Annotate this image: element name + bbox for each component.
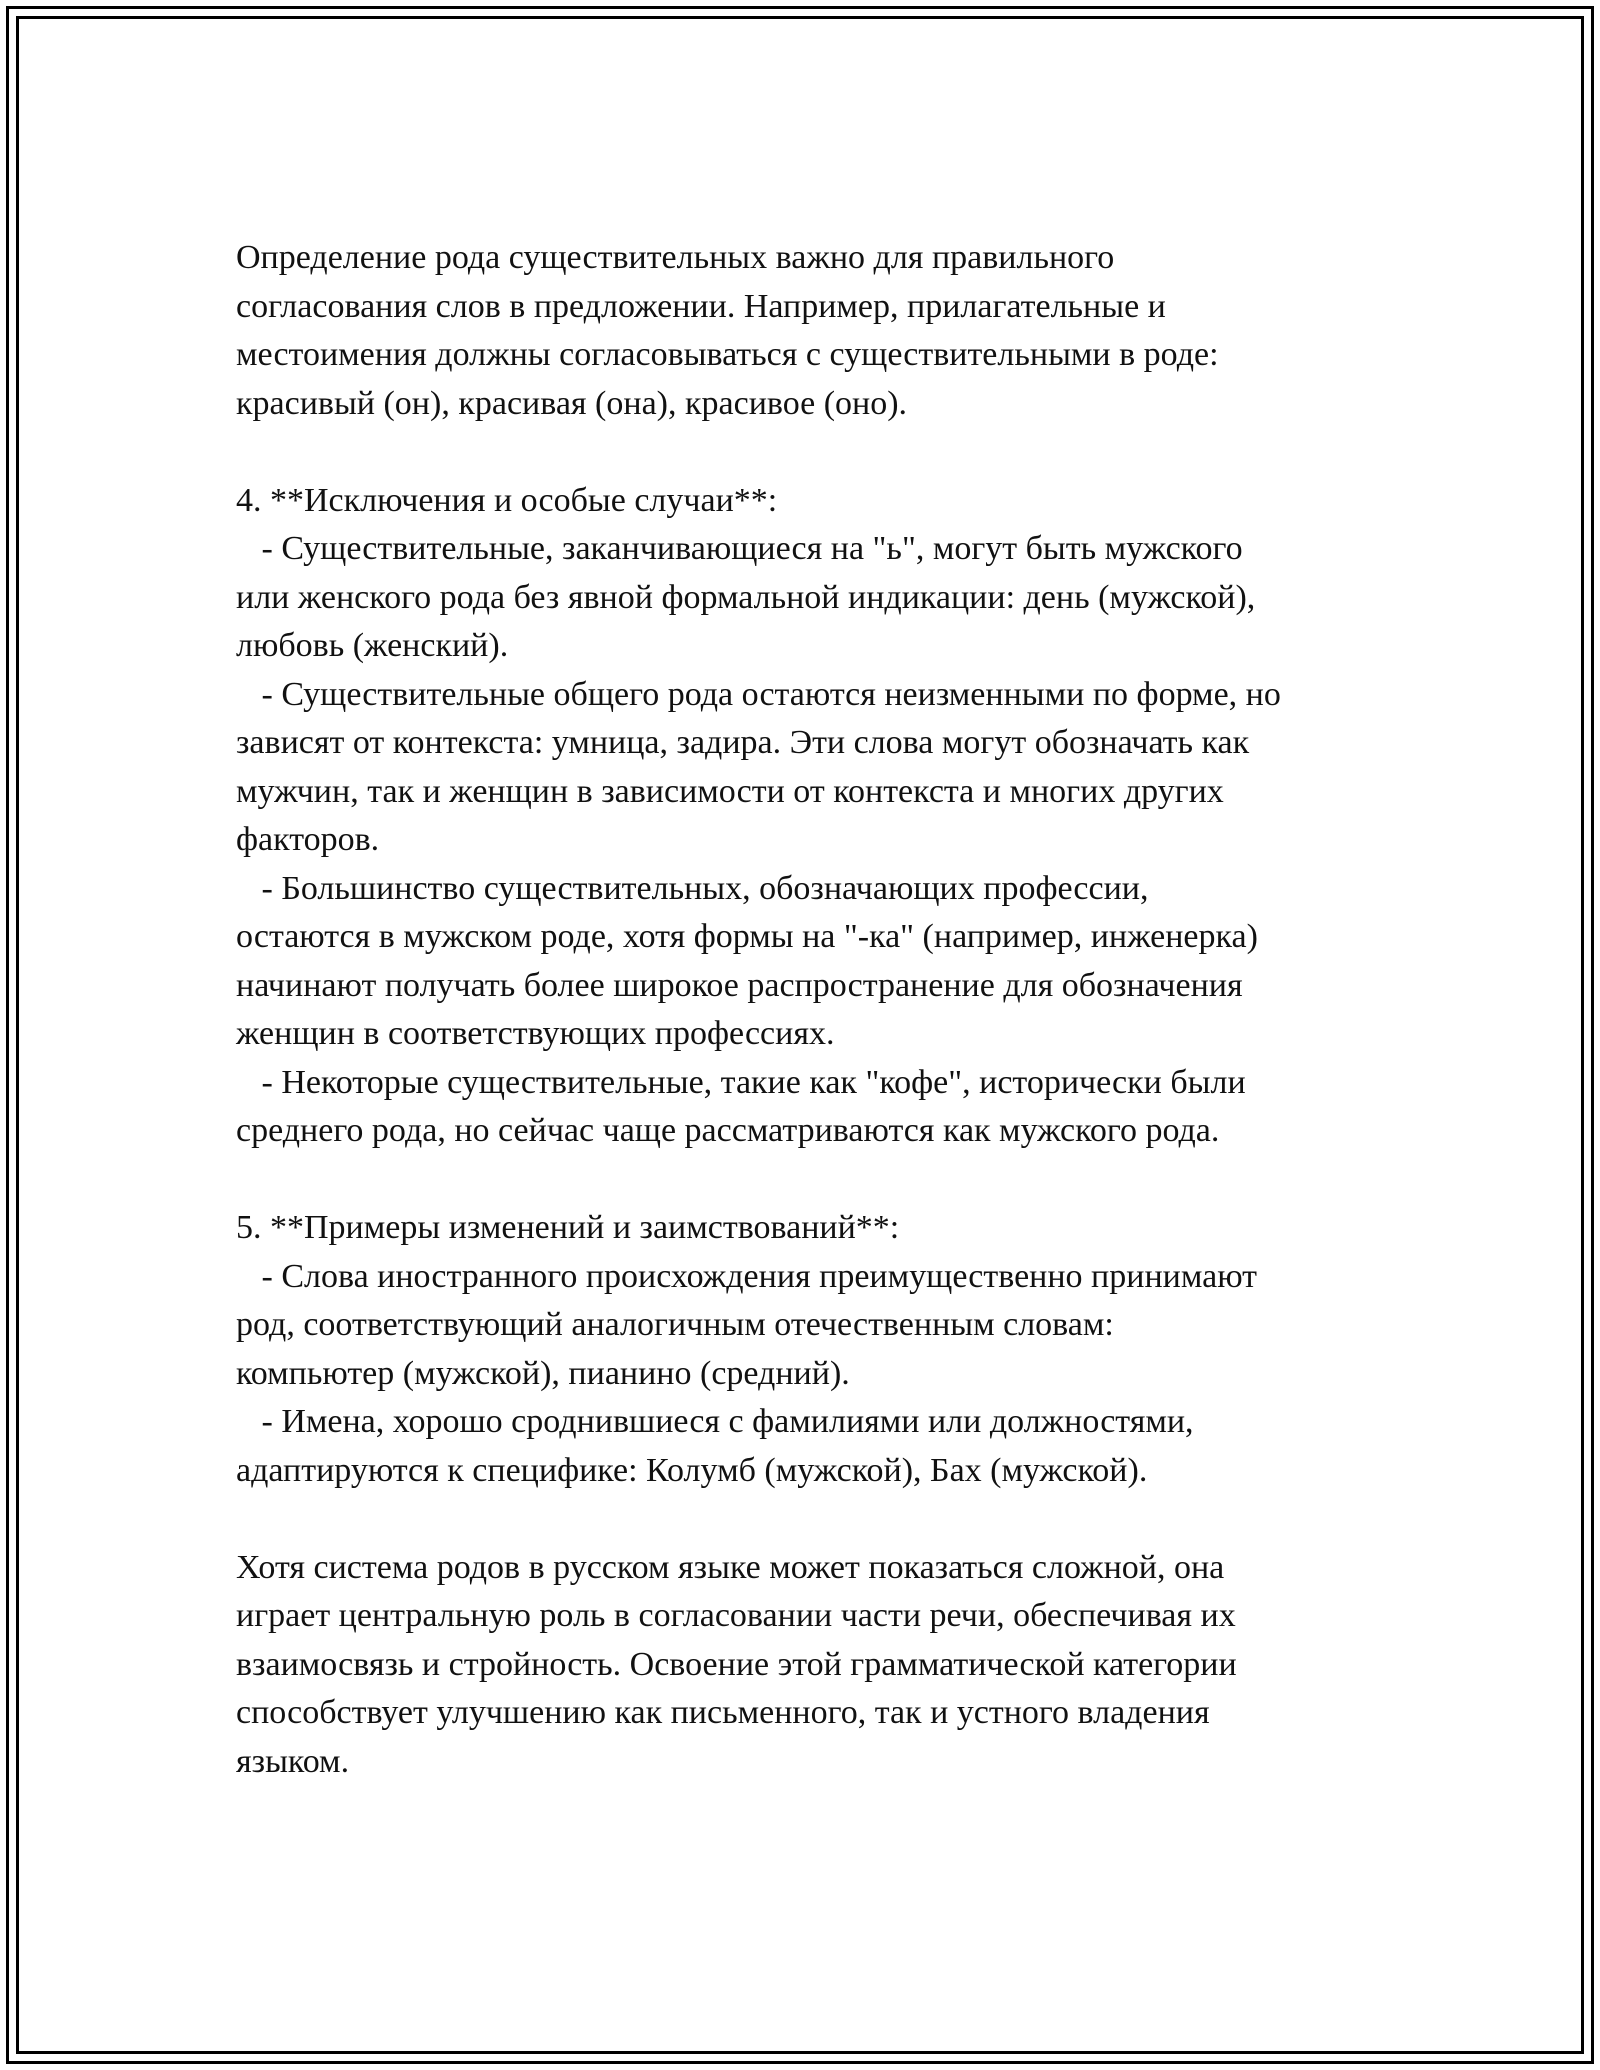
intro-paragraph [236, 234, 1376, 428]
text-line: местоимения должны согласовываться с существительными в роде: [236, 336, 1219, 373]
section-heading: 5. **Примеры изменений и заимствований**: [236, 1209, 900, 1246]
text-line: начинают получать более широкое распространение для обозначения [236, 966, 1243, 1004]
text-line: компьютер (мужской), пианино (средний). [236, 1354, 850, 1392]
text-line: Хотя система родов в русском языке может показаться сложной, она [236, 1548, 1225, 1586]
text-line: род, соответствующий аналогичным отечественным словам: [236, 1306, 1114, 1343]
text-line: адаптируются к специфике: Колумб (мужской), Бах (мужской). [236, 1451, 1148, 1489]
text-line: среднего рода, но сейчас чаще рассматриваются как мужского рода. [236, 1112, 1220, 1149]
text-line: - Большинство существительных, обозначающих профессии, [236, 869, 1149, 907]
text-line: согласования слов в предложении. Например, прилагательные и [236, 287, 1166, 325]
text-line: играет центральную роль в согласовании части речи, обеспечивая их [236, 1597, 1236, 1634]
text-line: - Имена, хорошо сроднившиеся с фамилиями или должностями, [236, 1403, 1194, 1440]
text-line: Определение рода существительных важно для правильного [236, 239, 1115, 276]
text-line: зависят от контекста: умница, задира. Эти слова могут обозначать как [236, 724, 1250, 761]
text-line: красивый (он), красивая (она), красивое (оно). [236, 384, 908, 422]
text-line: мужчин, так и женщин в зависимости от контекста и многих других [236, 772, 1224, 810]
text-line: - Некоторые существительные, такие как "кофе", исторически были [236, 1063, 1246, 1101]
conclusion-paragraph [236, 1544, 1376, 1787]
document-body [236, 234, 1376, 1786]
section-5-examples [236, 1204, 1376, 1495]
text-line: способствует улучшению как письменного, так и устного владения [236, 1694, 1210, 1731]
text-line: женщин в соответствующих профессиях. [236, 1015, 835, 1052]
text-line: взаимосвязь и стройность. Освоение этой грамматической категории [236, 1645, 1237, 1683]
paragraph-spacer [236, 1156, 1376, 1205]
text-line: любовь (женский). [236, 627, 509, 664]
text-line: - Существительные, заканчивающиеся на "ь", могут быть мужского [236, 530, 1243, 567]
text-line: или женского рода без явной формальной индикации: день (мужской), [236, 578, 1256, 616]
text-line: факторов. [236, 821, 380, 858]
text-line: остаются в мужском роде, хотя формы на "-ка" (например, инженерка) [236, 918, 1258, 955]
paragraph-spacer [236, 428, 1376, 477]
text-line: - Существительные общего рода остаются неизменными по форме, но [236, 675, 1281, 713]
section-4-exceptions [236, 477, 1376, 1156]
text-line: языком. [236, 1742, 350, 1780]
section-heading: 4. **Исключения и особые случаи**: [236, 481, 778, 519]
paragraph-spacer [236, 1495, 1376, 1544]
text-line: - Слова иностранного происхождения преимущественно принимают [236, 1257, 1258, 1295]
